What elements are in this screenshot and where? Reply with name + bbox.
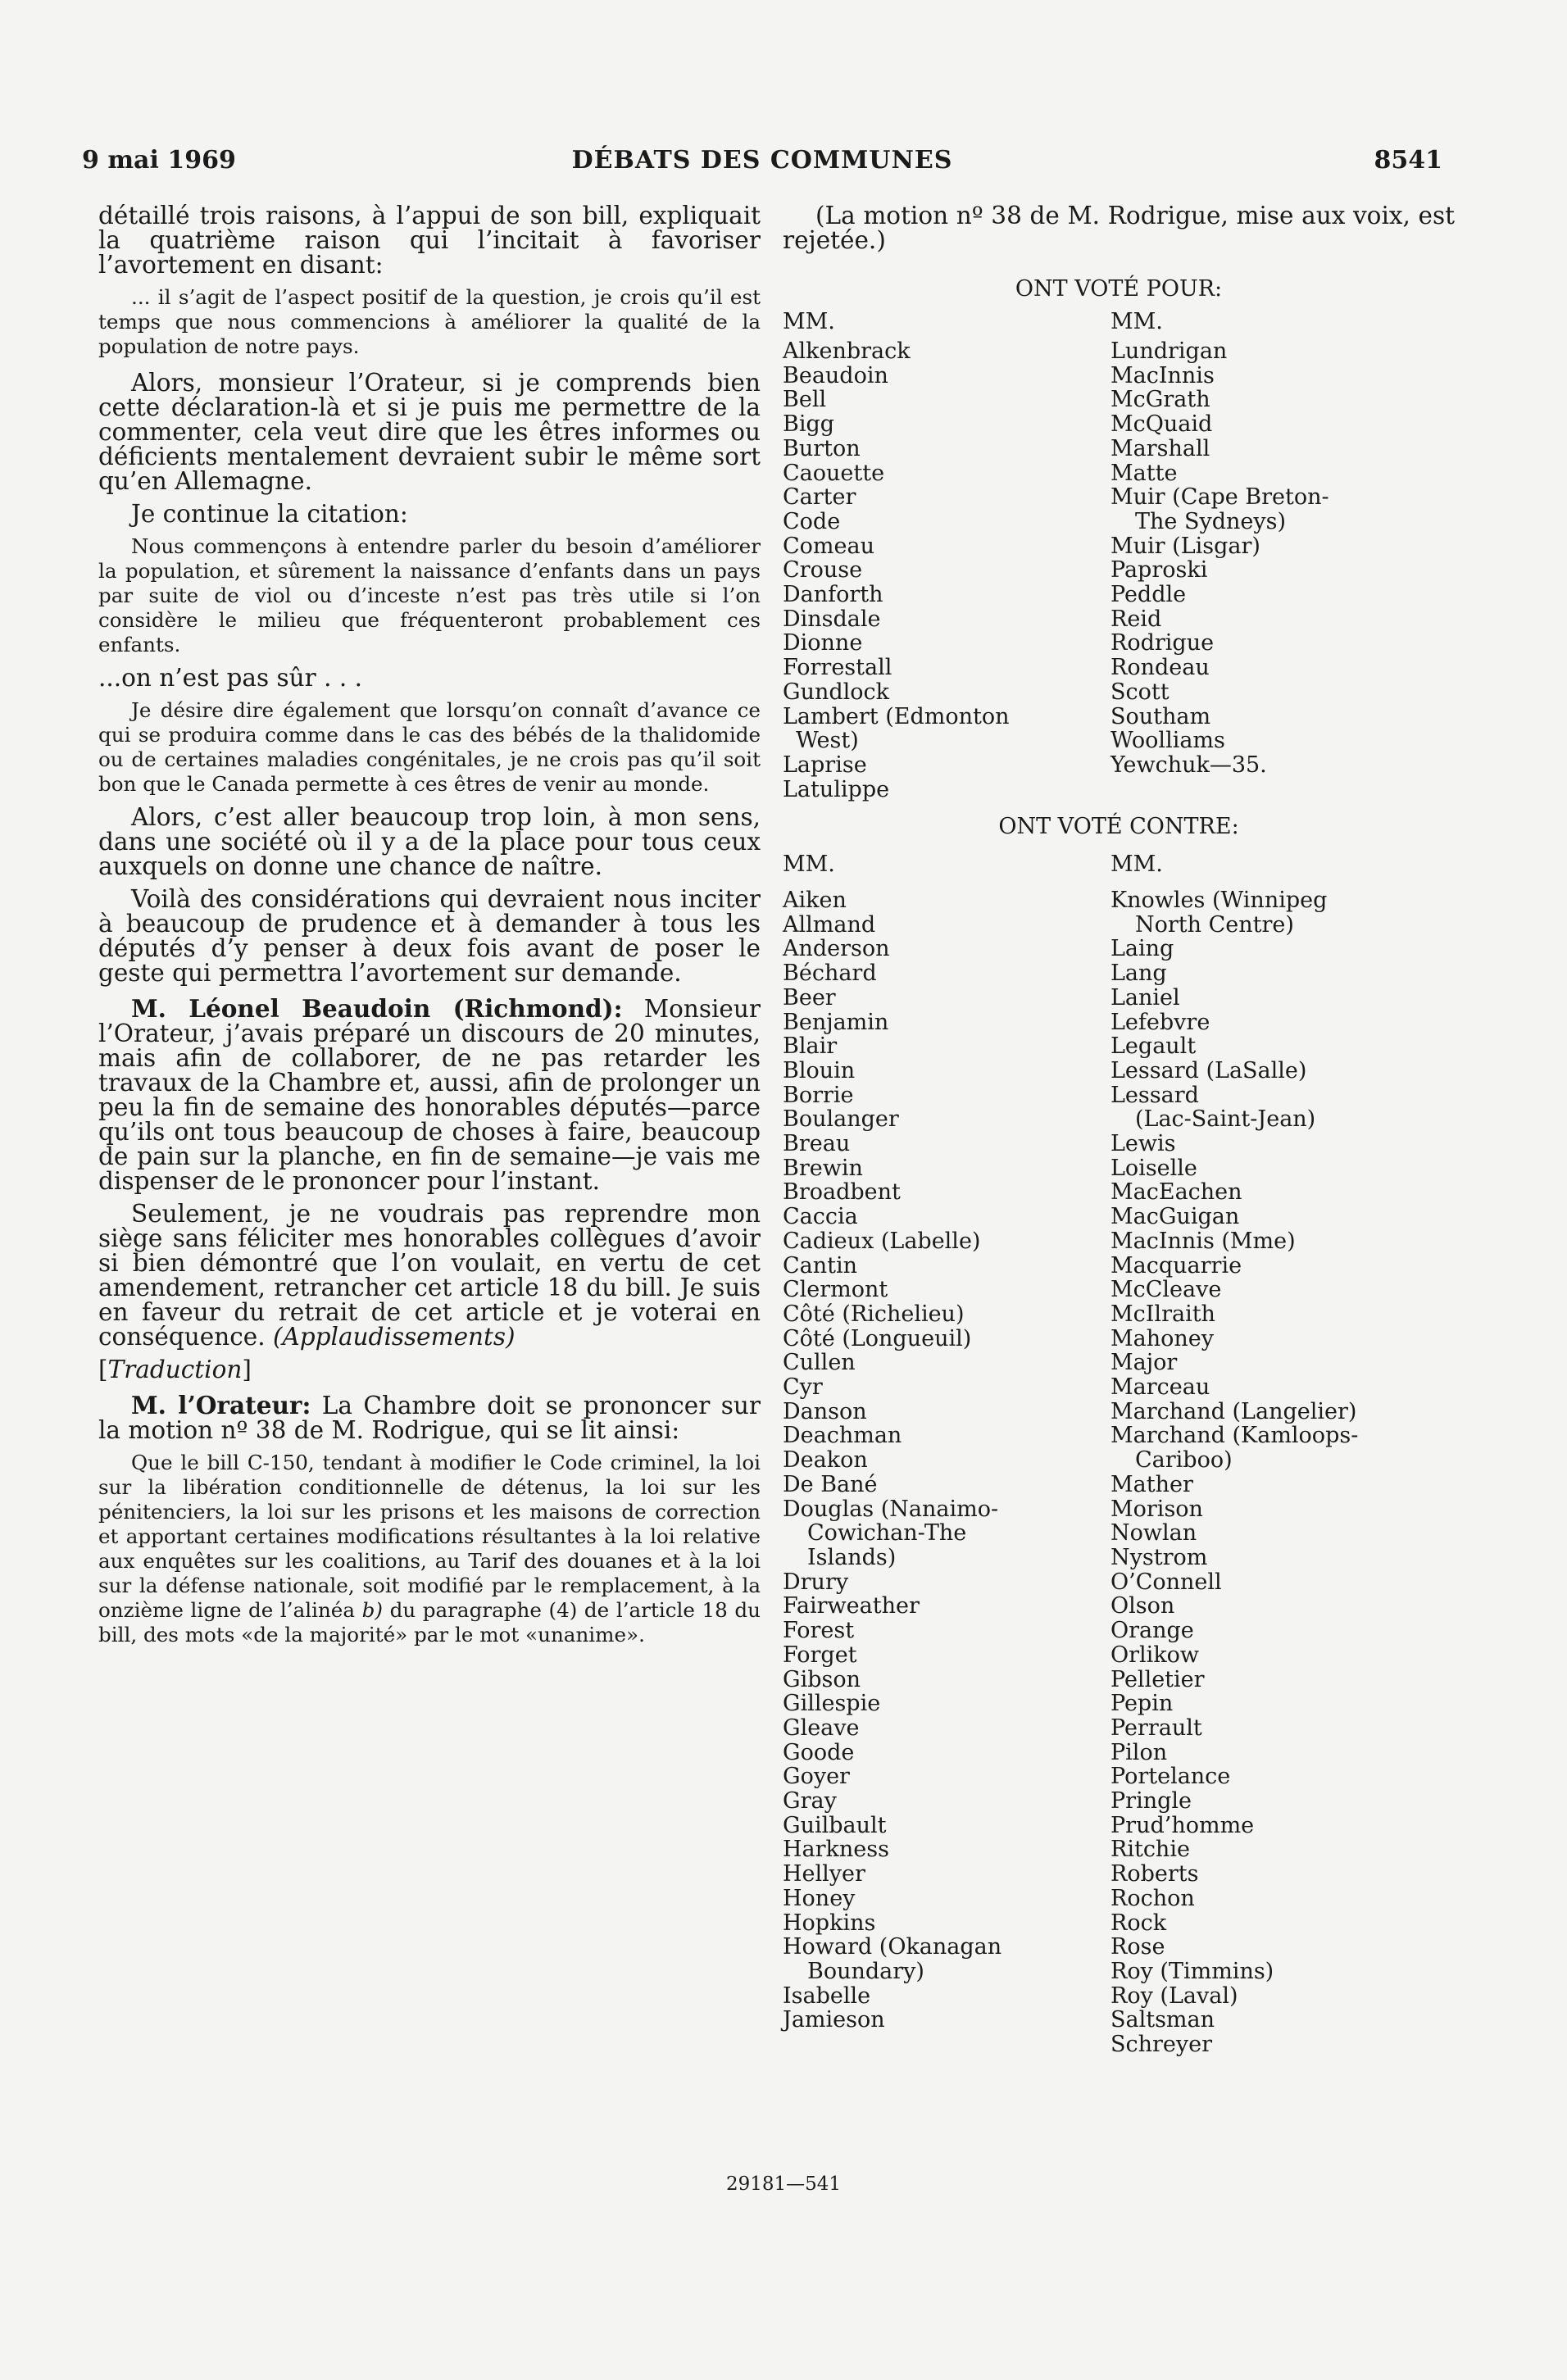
applause-note: (Applaudissements) <box>272 1323 516 1351</box>
member-name: Boulanger <box>783 1106 899 1133</box>
mm-label: MM. <box>1111 309 1163 334</box>
member-name: Macquarrie <box>1111 1252 1242 1279</box>
member-name: Goyer <box>783 1764 850 1790</box>
member-name: Legault <box>1111 1033 1197 1060</box>
member-name: Honey <box>783 1885 856 1911</box>
member-name: Pilon <box>1111 1739 1168 1765</box>
member-name: Yewchuk—35. <box>1111 752 1267 778</box>
member-name: Guilbault <box>783 1812 887 1838</box>
member-name: Allmand <box>783 911 876 938</box>
member-name: Lundrigan <box>1111 338 1228 364</box>
member-name: Roy (Timmins) <box>1111 1958 1274 1984</box>
member-name: Laprise <box>783 752 867 778</box>
paragraph-text: Seulement, je ne voudrais pas reprendre mon siège sans féliciter mes honorables collègues d’avoir si bien démontré que l’on voulait, en vertu de cet amendement, retrancher cet article 18 du bill. Je suis en faveur du retrait de cet article et je voterai en conséquence. <box>98 1200 761 1351</box>
member-name: Forget <box>783 1642 857 1668</box>
speech-text: La Chambre doit se prononcer sur la motion nº 38 de M. Rodrigue, qui se lit ainsi: <box>98 1392 761 1444</box>
member-name: Perrault <box>1111 1715 1202 1741</box>
member-name: Cyr <box>783 1374 823 1401</box>
paragraph: détaillé trois raisons, à l’appui de son bill, expliquait la quatrième raison qui l’incitait à favoriser l’avortement en disant: <box>98 202 761 279</box>
member-name: Fairweather <box>783 1593 920 1619</box>
paragraph <box>98 1201 761 1349</box>
member-name: Cadieux (Labelle) <box>783 1228 981 1254</box>
member-name: Gibson <box>783 1666 861 1692</box>
member-name: Breau <box>783 1131 851 1157</box>
motion-part: b) <box>361 1598 383 1622</box>
member-name: Anderson <box>783 936 890 962</box>
member-name: Gundlock <box>783 679 890 705</box>
member-name: McCleave <box>1111 1277 1222 1303</box>
header-date: 9 mai 1969 <box>82 146 236 175</box>
member-name: Ritchie <box>1111 1837 1190 1863</box>
member-name: Code <box>783 508 841 534</box>
member-name: Aiken <box>783 888 847 913</box>
member-name: Danson <box>783 1398 867 1424</box>
member-name: Howard (Okanagan <box>783 1934 1002 1960</box>
member-name: Nystrom <box>1111 1544 1208 1570</box>
member-name: Prud’homme <box>1111 1812 1255 1838</box>
member-name: Côté (Longueuil) <box>783 1325 972 1351</box>
member-name: Nowlan <box>1111 1520 1197 1547</box>
member-name: Marchand (Kamloops- <box>1111 1423 1359 1449</box>
mm-label: MM. <box>1111 852 1163 877</box>
translation-marker <box>98 1357 761 1382</box>
mm-row <box>783 852 1455 877</box>
quotation: Je désire dire également que lorsqu’on connaît d’avance ce qui se produira comme dans le cas des bébés de la thalidomide ou de certaines maladies congénitales, je ne crois pas qu’il soit bon que le Canada permette à ces êtres de venir au monde. <box>98 698 761 796</box>
member-name: Beer <box>783 984 836 1011</box>
member-name: Dinsdale <box>783 606 881 632</box>
member-name: Olson <box>1111 1593 1175 1619</box>
page-header <box>82 146 1442 182</box>
bracket: ] <box>242 1356 252 1383</box>
member-name: Comeau <box>783 533 874 559</box>
member-name: Isabelle <box>783 1983 871 2009</box>
member-name: Harkness <box>783 1837 889 1863</box>
member-name: Mahoney <box>1111 1325 1215 1351</box>
member-name: Lessard <box>1111 1082 1199 1108</box>
member-name: Gleave <box>783 1715 860 1741</box>
member-name: Broadbent <box>783 1179 901 1206</box>
member-name: McQuaid <box>1111 411 1213 438</box>
member-name: Clermont <box>783 1277 888 1303</box>
vote-contre-heading: ONT VOTÉ CONTRE: <box>998 814 1239 839</box>
member-name: Morison <box>1111 1496 1203 1522</box>
member-name: Dionne <box>783 630 863 656</box>
member-name: Laing <box>1111 936 1174 962</box>
member-name: Marchand (Langelier) <box>1111 1398 1357 1424</box>
quotation: ... il s’agit de l’aspect positif de la question, je crois qu’il est temps que nous commencions à améliorer la qualité de la population de notre pays. <box>98 285 761 358</box>
member-name: Schreyer <box>1111 2032 1213 2058</box>
member-name: Alkenbrack <box>783 338 911 364</box>
left-column <box>98 203 761 1647</box>
quotation: Nous commençons à entendre parler du besoin d’améliorer la population, et sûrement la naissance d’enfants dans un pays par suite de viol ou d’inceste n’est pas très utile si l’on considère le milieu que fréquenteront probablement ces enfants. <box>98 534 761 656</box>
header-page-number: 8541 <box>1374 146 1442 175</box>
member-name: (Lac-Saint-Jean) <box>1135 1106 1316 1133</box>
member-name: Marceau <box>1111 1374 1210 1401</box>
motion-result: (La motion nº 38 de M. Rodrigue, mise aux voix, est rejetée.) <box>783 202 1455 254</box>
member-name: Beaudoin <box>783 362 888 388</box>
vote-pour-list <box>783 339 1455 815</box>
member-name: Muir (Lisgar) <box>1111 533 1260 559</box>
member-name: Marshall <box>1111 435 1210 461</box>
paragraph: ...on n’est pas sûr . . . <box>98 664 362 692</box>
member-name: Deakon <box>783 1447 868 1474</box>
member-name: Paproski <box>1111 557 1208 584</box>
mm-row <box>783 310 1455 334</box>
member-name: Caccia <box>783 1204 858 1230</box>
member-name: O’Connell <box>1111 1569 1222 1595</box>
member-name: Rodrigue <box>1111 630 1215 656</box>
member-name: Caouette <box>783 460 885 486</box>
member-name: Cowichan-The <box>807 1520 967 1547</box>
member-name: Bell <box>783 387 827 413</box>
member-name: Laniel <box>1111 984 1180 1011</box>
member-name: Hopkins <box>783 1910 876 1936</box>
member-name: Rondeau <box>1111 655 1210 681</box>
member-name: Borrie <box>783 1082 854 1108</box>
paragraph: Alors, monsieur l’Orateur, si je comprends bien cette déclaration-là et si je puis me permettre de la commenter, cela veut dire que les êtres informes ou déficients mentalement devraient subir le même sort qu’en Allemagne. <box>98 369 761 495</box>
member-name: Portelance <box>1111 1764 1231 1790</box>
member-name: Peddle <box>1111 582 1187 608</box>
member-name: MacInnis (Mme) <box>1111 1228 1296 1254</box>
member-name: The Sydneys) <box>1135 508 1287 534</box>
member-name: Roberts <box>1111 1861 1199 1887</box>
member-name: Douglas (Nanaimo- <box>783 1496 999 1522</box>
member-name: Major <box>1111 1350 1178 1376</box>
member-name: Lambert (Edmonton <box>783 703 1010 729</box>
member-name: MacEachen <box>1111 1179 1242 1206</box>
member-name: North Centre) <box>1135 911 1294 938</box>
speaker-name: M. l’Orateur: <box>131 1391 311 1419</box>
vote-pour-heading: ONT VOTÉ POUR: <box>1015 276 1223 302</box>
member-name: Scott <box>1111 679 1170 705</box>
member-name: Saltsman <box>1111 2007 1215 2033</box>
member-name: Lang <box>1111 961 1167 987</box>
member-name: Brewin <box>783 1155 863 1181</box>
member-name: Rochon <box>1111 1885 1195 1911</box>
member-name: Drury <box>783 1569 849 1595</box>
member-name: Rock <box>1111 1910 1167 1936</box>
paragraph: Alors, c’est aller beaucoup trop loin, à mon sens, dans une société où il y a de la place pour tous ceux auxquels on donne une chance de naître. <box>98 803 761 880</box>
mm-label: MM. <box>783 852 835 877</box>
member-name: Mather <box>1111 1471 1193 1497</box>
member-name: Knowles (Winnipeg <box>1111 888 1328 913</box>
member-name: Cantin <box>783 1252 858 1279</box>
speech-paragraph <box>98 994 761 1195</box>
speech-paragraph <box>98 1393 761 1442</box>
member-name: Muir (Cape Breton- <box>1111 484 1329 511</box>
motion-text <box>98 1451 761 1647</box>
member-name: Gray <box>783 1788 837 1815</box>
member-name: Benjamin <box>783 1009 889 1035</box>
member-name: Lefebvre <box>1111 1009 1210 1035</box>
member-name: MacInnis <box>1111 362 1215 388</box>
mm-label: MM. <box>783 309 835 334</box>
member-name: Béchard <box>783 961 877 987</box>
member-name: Loiselle <box>1111 1155 1197 1181</box>
member-name: Danforth <box>783 582 883 608</box>
right-column <box>783 203 1455 2069</box>
member-name: Reid <box>1111 606 1162 632</box>
member-name: West) <box>796 728 859 754</box>
member-name: Islands) <box>807 1544 897 1570</box>
member-name: Forest <box>783 1618 855 1644</box>
member-name: Matte <box>1111 460 1178 486</box>
vote-contre-column-1 <box>783 888 1111 2033</box>
bracket: [ <box>98 1356 108 1383</box>
member-name: Deachman <box>783 1423 902 1449</box>
vote-contre-column-2 <box>1111 888 1438 2057</box>
speaker-name: M. Léonel Beaudoin (Richmond): <box>131 994 623 1023</box>
vote-pour-column-1 <box>783 339 1111 802</box>
motion-part: du paragraphe (4) de l’article 18 du bill, des mots «de la majorité» par le mot «unanime». <box>98 1598 761 1646</box>
translation-label: Traduction <box>107 1356 243 1383</box>
member-name: Pepin <box>1111 1691 1174 1717</box>
speech-text: Monsieur l’Orateur, j’avais préparé un discours de 20 minutes, mais afin de collaborer, de ne pas retarder les travaux de la Chambre et, aussi, afin de prolonger un peu la fin de semaine des honorables députés—parce qu’ils ont tous beaucoup de choses à faire, beaucoup de pain sur la planche, en fin de semaine—je vais me dispenser de le prononcer pour l’instant. <box>98 995 761 1195</box>
vote-contre-list <box>783 888 1455 2069</box>
member-name: Lewis <box>1111 1131 1176 1157</box>
member-name: Forrestall <box>783 655 893 681</box>
page-footer: 29181—541 <box>725 2173 842 2195</box>
member-name: Cariboo) <box>1135 1447 1233 1474</box>
header-title: DÉBATS DES COMMUNES <box>571 146 953 175</box>
member-name: Orange <box>1111 1618 1194 1644</box>
member-name: Blouin <box>783 1057 856 1083</box>
member-name: MacGuigan <box>1111 1204 1240 1230</box>
member-name: Goode <box>783 1739 855 1765</box>
member-name: Orlikow <box>1111 1642 1200 1668</box>
motion-part: Que le bill C-150, tendant à modifier le Code criminel, la loi sur la libération conditionnelle de détenus, la loi sur les pénitenciers, la loi sur les prisons et les maisons de correction et apportant certaines modifications résultantes à la loi relative aux enquêtes sur les coalitions, au Tarif des douanes et à la loi sur la défense nationale, soit modifié par le remplacement, à la onzième ligne de l’alinéa <box>98 1451 761 1622</box>
member-name: McGrath <box>1111 387 1210 413</box>
member-name: Pelletier <box>1111 1666 1205 1692</box>
member-name: McIlraith <box>1111 1301 1215 1327</box>
member-name: Boundary) <box>807 1958 924 1984</box>
member-name: Rose <box>1111 1934 1165 1960</box>
member-name: Cullen <box>783 1350 856 1376</box>
member-name: Côté (Richelieu) <box>783 1301 965 1327</box>
member-name: Hellyer <box>783 1861 865 1887</box>
member-name: Jamieson <box>783 2007 885 2033</box>
member-name: Carter <box>783 484 856 511</box>
member-name: De Bané <box>783 1471 878 1497</box>
member-name: Bigg <box>783 411 835 438</box>
member-name: Crouse <box>783 557 863 584</box>
member-name: Southam <box>1111 703 1211 729</box>
member-name: Blair <box>783 1033 838 1060</box>
vote-pour-column-2 <box>1111 339 1438 778</box>
member-name: Gillespie <box>783 1691 881 1717</box>
member-name: Burton <box>783 435 861 461</box>
member-name: Lessard (LaSalle) <box>1111 1057 1307 1083</box>
paragraph: Voilà des considérations qui devraient nous inciter à beaucoup de prudence et à demander à tous les députés d’y penser à deux fois avant de poser le geste qui permettra l’avortement sur demande. <box>98 885 761 987</box>
member-name: Roy (Laval) <box>1111 1983 1238 2009</box>
member-name: Pringle <box>1111 1788 1192 1815</box>
member-name: Latulippe <box>783 776 890 802</box>
member-name: Woolliams <box>1111 728 1225 754</box>
paragraph: Je continue la citation: <box>131 500 408 528</box>
